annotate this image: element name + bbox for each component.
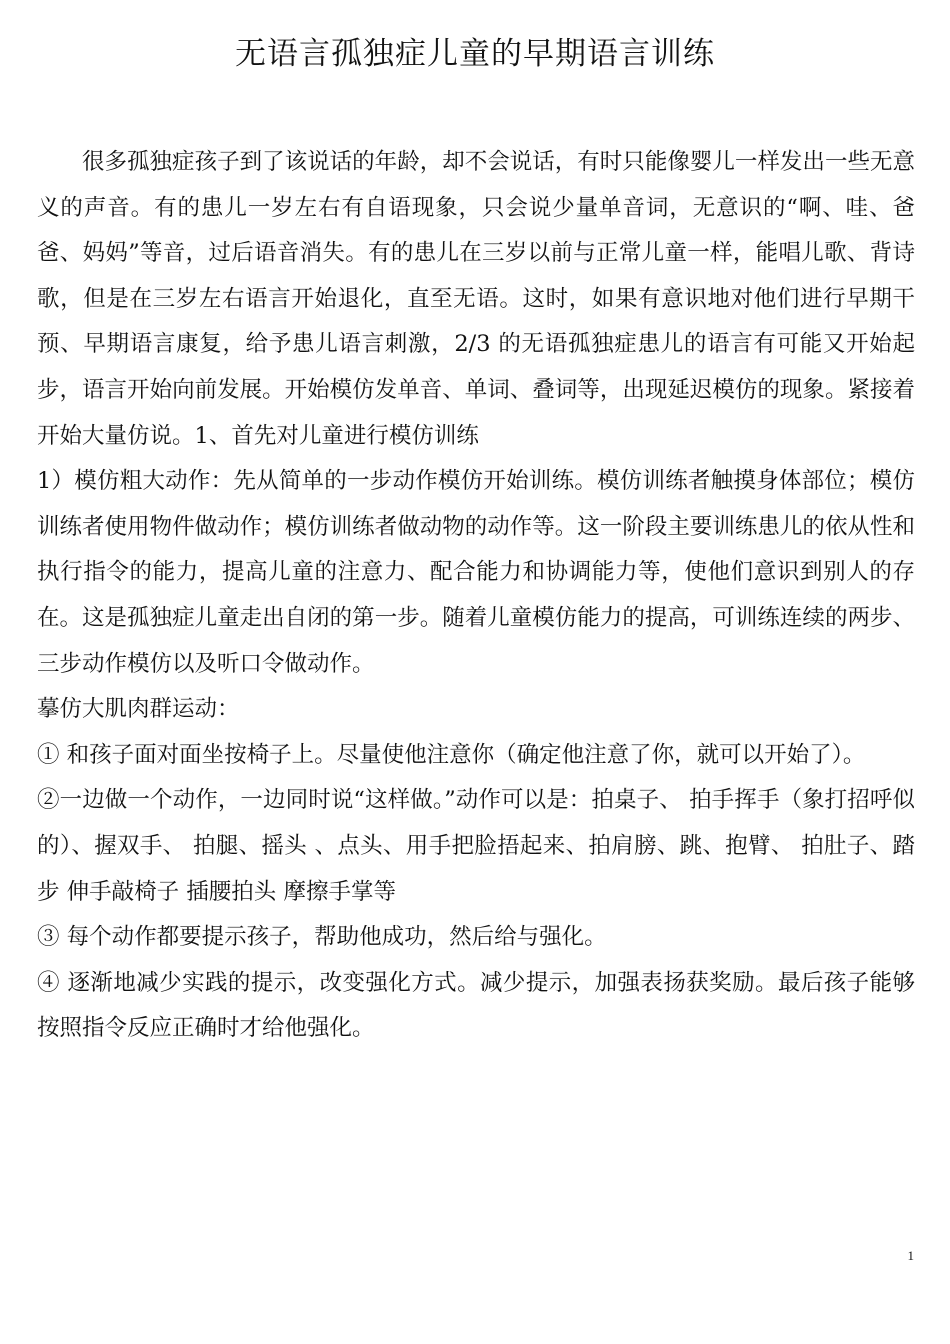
step-two-paragraph: ②一边做一个动作，一边同时说“这样做。”动作可以是：拍桌子、 拍手挥手（象打招呼似的）、握双手、 拍腿、摇头 、点头、用手把脸捂起来、拍肩膀、跳、抱臂、 拍肚子、踏步 伸手敲椅子 插腰拍头 摩擦手掌等 [37,787,915,905]
step-four-paragraph: ④ 逐渐地减少实践的提示，改变强化方式。减少提示，加强表扬获奖励。最后孩子能够按照指令反应正确时才给他强化。 [37,969,915,1042]
page-number: 1 [907,1248,914,1263]
document-body [37,140,915,1052]
gross-motor-imitation-paragraph: 1）模仿粗大动作：先从简单的一步动作模仿开始训练。模仿训练者触摸身体部位；模仿训练者使用物件做动作；模仿训练者做动物的动作等。这一阶段主要训练患儿的依从性和执行指令的能力，提高儿童的注意力、配合能力和协调能力等，使他们意识到别人的存在。这是孤独症儿童走出自闭的第一步。随着儿童模仿能力的提高，可训练连续的两步、三步动作模仿以及听口令做动作。 [37,468,915,677]
step-three-paragraph: ③ 每个动作都要提示孩子，帮助他成功，然后给与强化。 [37,924,607,951]
step-one-paragraph: ① 和孩子面对面坐按椅子上。尽量使他注意你（确定他注意了你，就可以开始了）。 [37,741,866,768]
intro-paragraph: 很多孤独症孩子到了该说话的年龄，却不会说话，有时只能像婴儿一样发出一些无意义的声音。有的患儿一岁左右有自语现象，只会说少量单音词，无意识的“啊、哇、爸爸、妈妈”等音，过后语音消失。有的患儿在三岁以前与正常儿童一样，能唱儿歌、背诗歌，但是在三岁左右语言开始退化，直至无语。这时，如果有意识地对他们进行早期干预、早期语言康复，给予患儿语言刺激，2/3 的无语孤独症患儿的语言有可能又开始起步，语言开始向前发展。开始模仿发单音、单词、叠词等，出现延迟模仿的现象。紧接着开始大量仿说。1、首先对儿童进行模仿训练 [37,149,915,449]
muscle-group-heading: 摹仿大肌肉群运动： [37,696,240,723]
page-title: 无语言孤独症儿童的早期语言训练 [235,36,715,72]
